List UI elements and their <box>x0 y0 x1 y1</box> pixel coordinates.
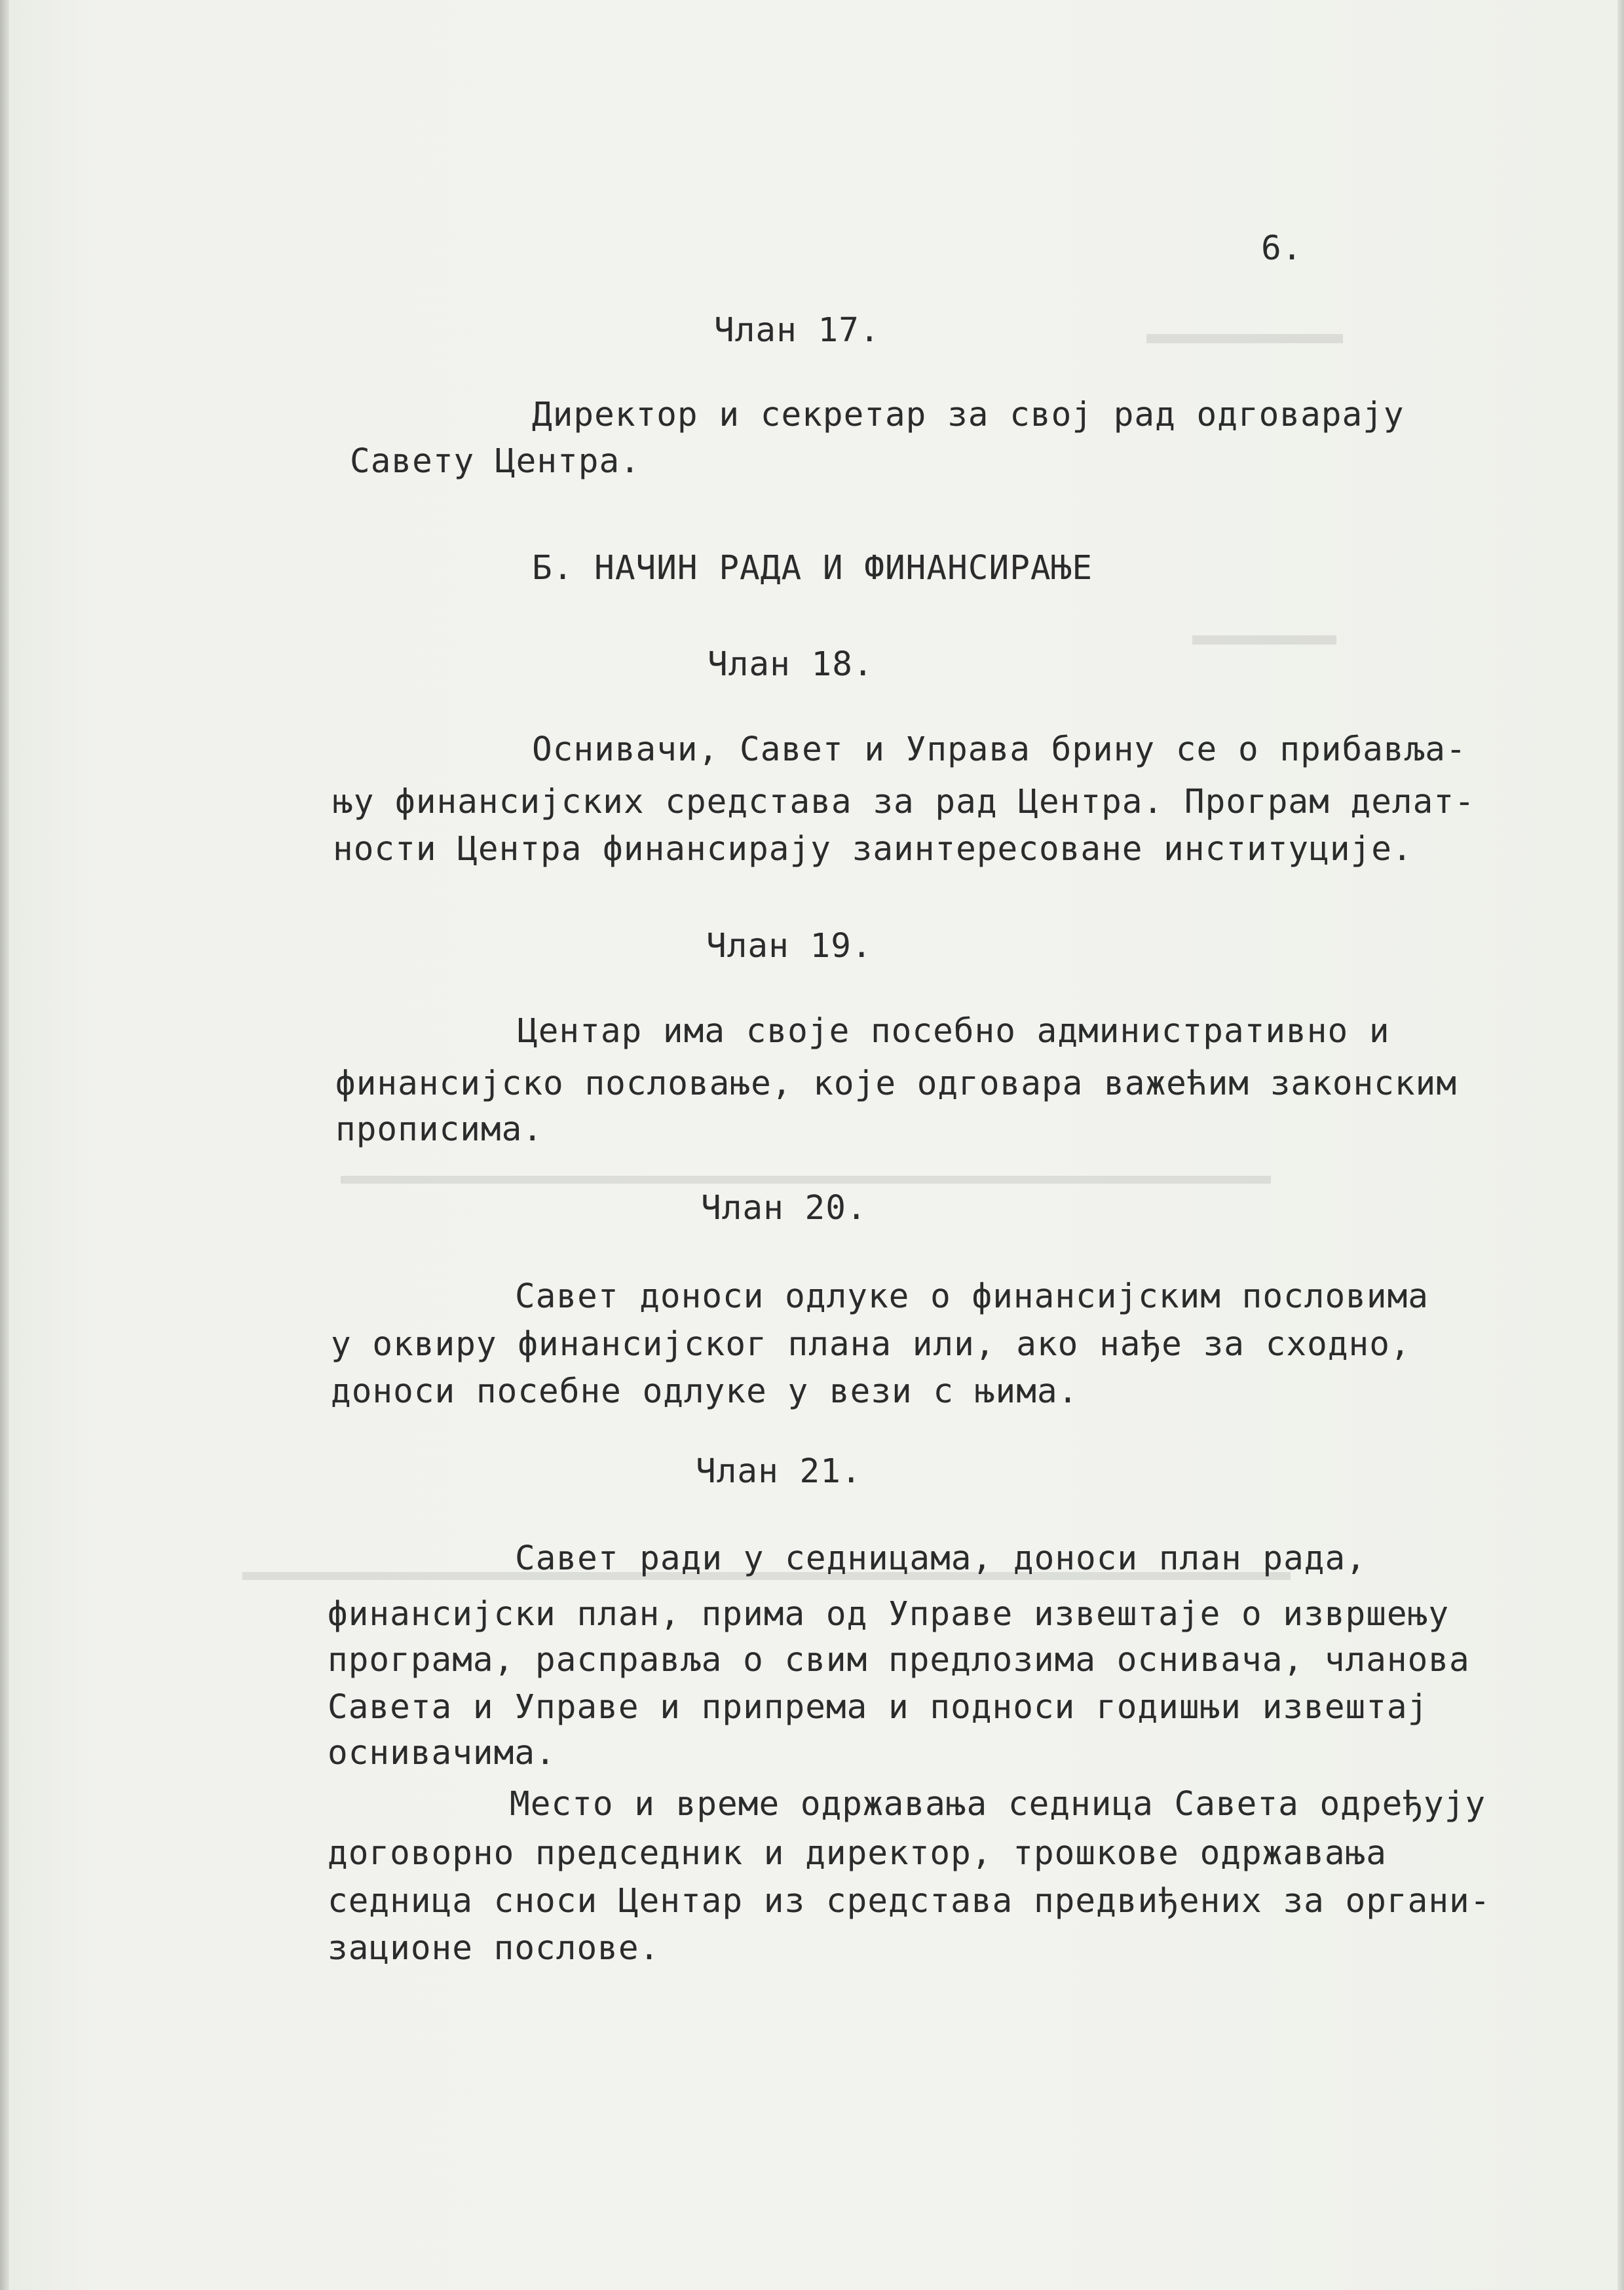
paper-edge-left <box>0 0 9 2290</box>
article-line: Оснивачи, Савет и Управа брину се о прибавља- <box>532 730 1467 769</box>
article-line: у оквиру финансијског плана или, ако нађе за сходно, <box>331 1325 1411 1364</box>
article-line: њу финансијских средстава за рад Центра. Програм делат- <box>333 783 1475 821</box>
article-line: доноси посебне одлуке у вези с њима. <box>331 1372 1079 1411</box>
article-line: оснивачима. <box>328 1734 556 1773</box>
article-heading: Члан 20. <box>701 1189 867 1228</box>
page-number: 6. <box>1261 229 1303 268</box>
article-line: финансијско пословање, које одговара важећим законским <box>335 1064 1458 1103</box>
article-line: финансијски план, прима од Управе извештаје о извршењу <box>328 1595 1450 1634</box>
article-line: Савета и Управе и припрема и подноси годишњи извештај <box>328 1688 1429 1727</box>
bleed-through-shadow <box>341 1176 1271 1184</box>
section-title: Б. НАЧИН РАДА И ФИНАНСИРАЊЕ <box>532 549 1093 588</box>
article-line: договорно председник и директор, трошкове одржавања <box>328 1834 1387 1873</box>
article-line: прописима. <box>335 1110 544 1149</box>
bleed-through-shadow <box>1192 635 1336 645</box>
article-line: програма, расправља о свим предлозима оснивача, чланова <box>328 1641 1470 1680</box>
article-line: Савету Центра. <box>350 442 641 481</box>
article-line: Центар има своје посебно административно и <box>518 1012 1390 1051</box>
article-heading: Члан 17. <box>714 311 880 350</box>
bleed-through-shadow <box>1146 334 1343 343</box>
article-heading: Члан 18. <box>708 645 874 684</box>
article-heading: Члан 21. <box>696 1452 862 1491</box>
article-line: Директор и секретар за свој рад одговарају <box>532 396 1405 434</box>
article-line: Савет ради у седницама, доноси план рада, <box>515 1539 1367 1578</box>
article-heading: Члан 19. <box>706 927 873 966</box>
article-line: Савет доноси одлуке о финансијским пословима <box>515 1277 1429 1316</box>
article-line: Место и време одржавања седница Савета одређују <box>510 1785 1486 1824</box>
article-line: ности Центра финансирају заинтересоване институције. <box>333 830 1413 869</box>
paper-edge-right <box>1617 0 1624 2290</box>
article-line: зационе послове. <box>328 1929 660 1968</box>
article-line: седница сноси Центар из средстава предвиђених за органи- <box>328 1882 1491 1921</box>
